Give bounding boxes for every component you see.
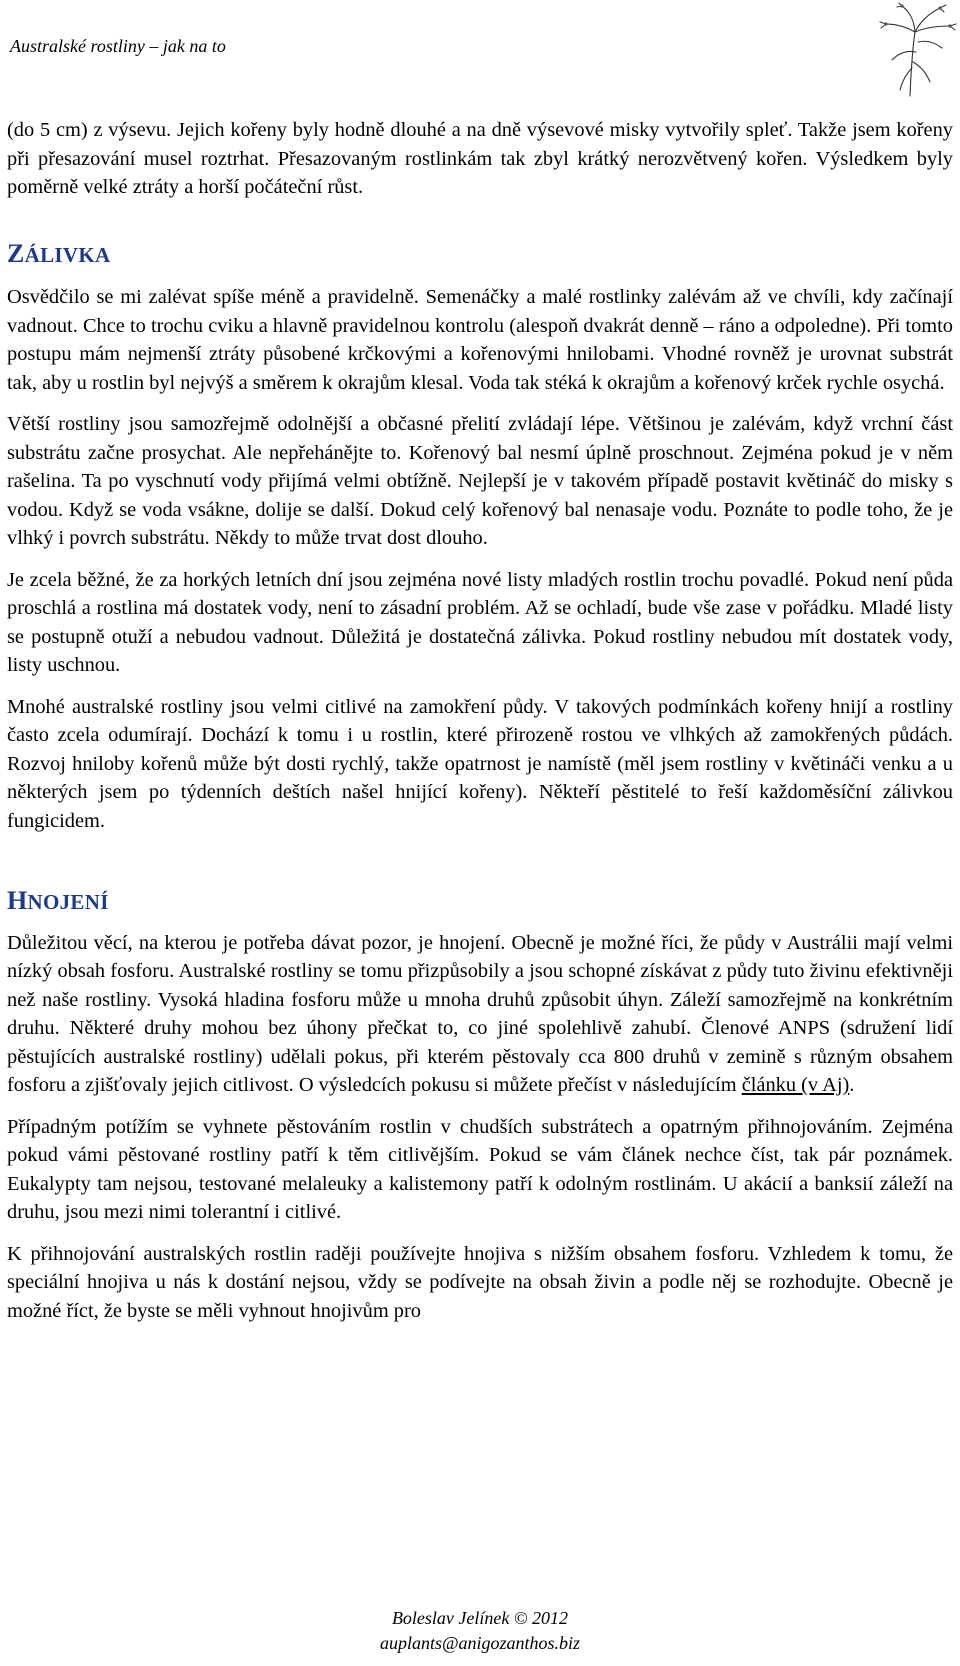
zalivka-paragraph-3: Je zcela běžné, že za horkých letních dní jsou zejména nové listy mladých rostlin trochu povadlé. Pokud není půda proschlá a rostlina má dostatek vody, není to zásadní problém. Až se ochladí, bude vše zase v pořádku. Mladé listy se postupně otuží a nebudou vadnout. Důležitá je dostatečná zálivka. Pokud rostliny nebudou mít dostatek vody, listy uschnou.: [7, 568, 953, 676]
paragraph-end: .: [849, 1074, 855, 1096]
heading-initial: H: [7, 886, 28, 915]
footer-author: Boleslav Jelínek © 2012: [391, 1608, 569, 1628]
zalivka-paragraph-4: Mnohé australské rostliny jsou velmi citlivé na zamokření půdy. V takových podmínkách kořeny hnijí a rostliny často zcela odumírají. Dochází k tomu i u rostlin, které přirozeně rostou ve vlhkých až zamokřených půdách. Rozvoj hniloby kořenů může být dosti rychlý, takže opatrnost je namístě (měl jsem rostliny v květináči venku a u některých jsem po týdenních deštích našel hnijící kořeny). Někteří pěstitelé to řeší každoměsíční zálivkou fungicidem.: [7, 695, 953, 832]
heading-rest: ÁLIVKA: [24, 242, 111, 267]
article-link[interactable]: článku (v Aj): [741, 1074, 850, 1096]
section-heading-zalivka: [7, 240, 953, 270]
section-heading-hnojeni: [7, 887, 953, 917]
hnojeni-paragraph-3: K přihnojování australských rostlin raději používejte hnojiva s nižším obsahem fosforu. Vzhledem k tomu, že speciální hnojiva u nás k dostání nejsou, vždy se podívejte na obsah živin a podle něj se rozhodujte. Obecně je možné říct, že byste se měli vyhnout hnojivům pro: [7, 1242, 953, 1322]
zalivka-paragraph-1: Osvědčilo se mi zalévat spíše méně a pravidelně. Semenáčky a malé rostlinky zalévám až ve chvíli, kdy začínají vadnout. Chce to trochu cviku a hlavně pravidelnou kontrolu (alespoň dvakrát denně – ráno a odpoledne). Při tomto postupu mám nejmenší ztráty působené krčkovými a kořenovými hnilobami. Vhodné rovněž je urovnat substrát tak, aby u rostlin byl nejvýš a směrem k okrajům klesal. Voda tak stéká k okrajům a kořenový krček rychle osychá.: [7, 286, 953, 394]
document-body: [7, 116, 953, 1325]
hnojeni-paragraph-2: Případným potížím se vyhnete pěstováním rostlin v chudších substrátech a opatrným přihnojováním. Zejména pokud vámi pěstované rostliny patří k těm citlivějším. Pokud se vám článek nechce číst, tak pár poznámek. Eukalypty tam nejsou, testované melaleuky a kalistemony patří k odolným rostlinám. U akácií a banksií záleží na druhu, jsou mezi nimi tolerantní i citlivé.: [7, 1115, 953, 1223]
heading-rest: NOJENÍ: [27, 890, 109, 914]
zalivka-paragraph-2: Větší rostliny jsou samozřejmě odolnější a občasné přelití zvládají lépe. Většinou je zalévám, když vrchní část substrátu začne prosychat. Ale nepřeháněјte to. Kořenový bal nesmí úplně proschnout. Zejména pokud je v něm rašelina. Ta po vyschnutí vody přijímá velmi obtížně. Nejlepší je v takovém případě postavit květináč do misky s vodou. Když se voda vsákne, dolije se další. Dokud celý kořenový bal nenasaje vodu. Poznáte to podle toho, že je vlhký i povrch substrátu. Někdy to může trvat dost dlouho.: [7, 413, 953, 549]
intro-paragraph: (do 5 cm) z výsevu. Jejich kořeny byly hodně dlouhé a na dně výsevové misky vytvořily spleť. Takže jsem kořeny při přesazování musel roztrhat. Přesazovaným rostlinkám tak zbyl krátký nerozvětvený kořen. Výsledkem byly poměrně velké ztráty a horší počáteční růst.: [7, 119, 953, 198]
running-header-title: Australské rostliny – jak na to: [10, 36, 226, 56]
footer-email: auplants@anigozanthos.biz: [379, 1633, 581, 1653]
kangaroo-paw-flower-icon: [870, 2, 958, 98]
heading-initial: Z: [7, 238, 25, 268]
hnojeni-paragraph-1: [7, 929, 953, 1100]
paragraph-text: Důležitou věcí, na kterou je potřeba dávat pozor, je hnojení. Obecně je možné říci, že půdy v Austrálii mají velmi nízký obsah fosforu. Australské rostliny se tomu přizpůsobily a jsou schopné získávat z půdy tuto živinu efektivněji než naše rostliny. Vysoká hladina fosforu může u mnoha druhů způsobit úhyn. Záleží samozřejmě na konkrétním druhu. Některé druhy mohou bez úhony přečkat to, co jiné spolehlivě zahubí. Členové ANPS (sdružení lidí pěstujících australské rostliny) udělali pokus, při kterém pěstovaly cca 800 druhů v zemině s různým obsahem fosforu a zjišťovaly jejich citlivost. O výsledcích pokusu si můžete přečíst v následujícím: [7, 931, 953, 1096]
